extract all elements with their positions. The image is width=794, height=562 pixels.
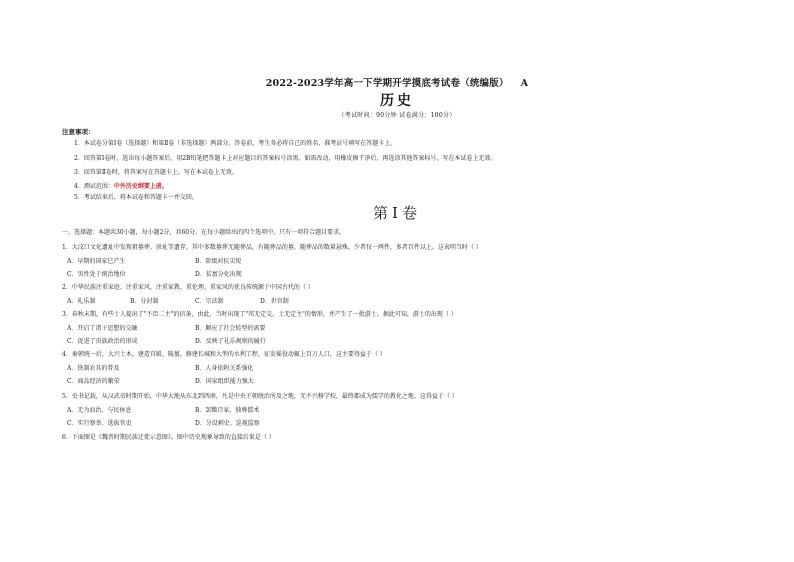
subject-title: 历史 <box>380 93 414 109</box>
exam-meta: （考试时间：90分钟 试卷满分：100分） <box>338 112 456 119</box>
question-stem: 4．秦朝统一后，大兴土木，建造宫殿、陵墓，修建长城和大型的水利工程，征发徭役动辄上百万人口，这主要得益于（ ） <box>62 351 386 358</box>
option: C．实行察举、选拔官吏 <box>67 420 132 427</box>
option: A．开启了诸子思想的交融 <box>67 325 138 332</box>
note-item: 2．回答第Ⅰ卷时，选出每小题答案后，用2B铅笔把答题卡上对应题目的答案标号涂黑。如需改动，用橡皮擦干净后，再选涂其他答案标号。写在本试卷上无效。 <box>74 155 497 162</box>
option: A．早期的国家已产生 <box>67 258 126 265</box>
scope-value: 中外历史纲要上册。 <box>113 183 168 190</box>
question-stem: 3．春秋末期，有些士人提出了"不臣二主"的信条，由此，当时出现了"邦无定交，士无定主"的情形，并产生了一批游士。据此可知，游士的出现（ ） <box>62 311 457 318</box>
option: C．男性处于统治地位 <box>67 271 126 278</box>
option: D．国家组织能力强大 <box>195 378 254 385</box>
note-item: 3．回答第Ⅱ卷时，将答案写在答题卡上。写在本试卷上无效。 <box>74 169 238 176</box>
option: B．分封制 <box>130 298 159 305</box>
option: A．礼乐制 <box>67 298 96 305</box>
option: A．无为而治、与民休息 <box>67 407 132 414</box>
option: D．反映了礼乐规则的履行 <box>195 338 266 345</box>
option: D．分设刺史、巡视监察 <box>195 420 260 427</box>
exam-title <box>0 79 794 89</box>
option: A．铁制农具的普及 <box>67 365 120 372</box>
exam-title-text: 2022-2023学年高一下学期开学摸底考试卷（统编版） <box>265 78 509 89</box>
option: B．顺应了社会转型的需要 <box>195 325 266 332</box>
note-item-scope <box>74 184 168 190</box>
section-intro: 一、选择题：本题共30小题，每小题2分，共60分。在每小题给出的四个选项中，只有一项符合题目要求。 <box>62 229 346 236</box>
exam-version: A <box>520 78 529 89</box>
option: C．促进了贵族政治的形成 <box>67 338 138 345</box>
part-title: 第Ⅰ卷 <box>373 204 421 222</box>
notes-heading: 注意事项： <box>62 128 95 136</box>
question-stem: 1．大汶口文化遗址中发现祖墓葬、房址等遗存，其中多数墓葬无随葬品，有随葬品的墓，随葬品的数量悬殊，少者仅一两件，多者百件以上。这表明当时（ ） <box>62 244 482 251</box>
option: D．贫富分化出现 <box>195 271 242 278</box>
question-stem: 5．史书记载，从汉武帝时期开始，中华大地从东北到西南，凡是中央王朝统治所及之地，无不兴修学校，最终都成为儒学的教化之地。这得益于（ ） <box>62 393 458 400</box>
option: D．世官制 <box>260 298 289 305</box>
option: B．罢黜百家、独尊儒术 <box>195 407 260 414</box>
note-item: 5．考试结束后，将本试卷和答题卡一并交回。 <box>74 194 198 201</box>
question-stem: 2．中华民族注重家庭、注重家风，注重家教、重伦理、重家风的优良传统源于中国古代的（ ） <box>62 284 314 291</box>
option: B．阶级对抗尖锐 <box>195 258 242 265</box>
option: B．人身依附关系强化 <box>195 365 254 372</box>
note-item: 1．本试卷分第Ⅰ卷（选择题）和第Ⅱ卷（非选择题）两部分。答卷前，考生务必将自己的姓名、准考证号填写在答题卡上。 <box>74 140 397 147</box>
option: C．宗法制 <box>195 298 224 305</box>
option: C．商品经济的繁荣 <box>67 378 120 385</box>
question-stem: 6．下面图是《魏晋时期民族迁徙示意图》。图中历史现象导致的直接后果是（ ） <box>62 434 275 441</box>
scope-prefix: 4．测试范围： <box>74 183 114 190</box>
